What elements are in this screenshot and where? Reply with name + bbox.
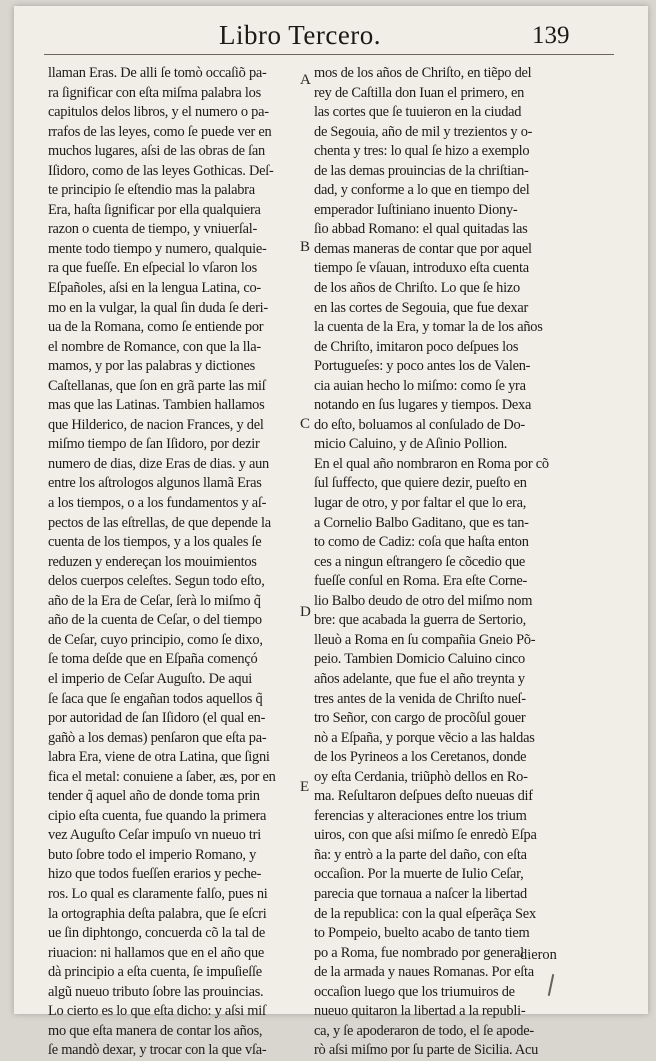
text-line: de la armada y naues Romanas. Por eſta [314,964,534,981]
margin-letter-c: C [300,416,311,432]
text-line: ma. Reſultaron deſpues deſto nueuas dif [314,788,533,805]
text-line: hizo que todos fueſſen erarios y peche- [48,866,262,883]
text-line: el imperio de Ceſar Auguſto. De aqui [48,670,253,687]
catchword: dieron [520,947,557,963]
text-line: la cuenta de la Era, y tomar la de los años [314,319,543,336]
text-line: En el qual año nombraron en Roma por cõ [314,455,549,472]
margin-letter-e: E [300,779,310,795]
text-line: mamos, y por las palabras y dictiones [48,358,255,375]
text-line: de Ceſar, cuyo principio, como ſe dixo, [48,631,263,648]
text-line: Era, haſta ſignificar por ella qualquiera [48,201,261,218]
text-line: notando en ſus lugares y tiempos. Dexa [314,397,532,414]
text-line: cia auian hecho lo miſmo: como ſe yra [314,377,526,394]
text-line: mo en la vulgar, la qual ſin duda ſe deri- [48,299,268,316]
text-line: emperador Iuſtiniano inuento Diony- [314,201,518,218]
text-line: bre: que acabada la guerra de Sertorio, [314,612,526,629]
header-rule [44,54,614,55]
right-text-column [314,64,574,1061]
text-line: tres antes de la venida de Chriſto nueſ- [314,690,526,707]
text-line: llaman Eras. De alli ſe tomò occaſiõ pa- [48,65,267,81]
text-line: ſio abbad Romano: el qual quitadas las [314,221,528,238]
text-line: labra Era, viene de otra Latina, que ſigni [48,749,270,766]
text-line: tro Señor, con cargo de procõſul gouer [314,710,526,727]
text-line: cuenta de los tiempos, y a los quales ſe [48,534,262,551]
text-line: de la republica: con la qual eſperãça Sex [314,905,536,922]
text-line: año de la cuenta de Ceſar, o del tiempo [48,612,262,629]
text-line: Lo cierto es lo que eſta dicho: y aſsi miſ [48,1003,266,1020]
text-line: peio. Tambien Domicio Caluino cinco [314,651,525,668]
text-line: nò a Eſpaña, y porque vẽcio a las haldas [314,729,535,746]
text-line: mas que las Latinas. Tambien hallamos [48,397,265,414]
text-line: Iſidoro, como de las leyes Gothicas. Deſ- [48,162,274,179]
text-line: buto ſobre todo el imperio Romano, y [48,846,257,863]
page-number: 139 [532,22,570,49]
text-line: miſmo tiempo de ſan Iſidoro, por dezir [48,436,260,453]
text-line: de los años de Chriſto. Lo que ſe hizo [314,280,520,297]
text-line: demas maneras de contar que por aquel [314,240,532,257]
text-line: por autoridad de ſan Iſidoro (el qual en- [48,710,266,727]
text-line: vez Auguſto Ceſar impuſo vn nueuo tri [48,827,261,844]
text-line: ferencias y alteraciones entre los trium [314,807,527,824]
text-line: riuacion: ni hallamos que en el año que [48,944,265,961]
text-line: parecia que tornaua a naſcer la libertad [314,885,527,902]
text-line: ue ſin diphtongo, concuerda cõ la tal de [48,925,265,942]
text-line: de las demas prouincias de la chriſtian- [314,162,529,179]
text-line: Portugueſes: y poco antes los de Valen- [314,358,531,375]
text-line: occaſion luego que los triumuiros de [314,983,515,1000]
text-line: entre los aſtrologos algunos llamã Eras [48,475,262,492]
margin-letter-d: D [300,604,311,620]
text-line: uiros, con que aſsi miſmo ſe enredò Eſpa [314,827,537,844]
text-line: muchos lugares, aſsi de las obras de ſan [48,143,265,160]
text-line: razon o cuenta de tiempo, y vniuerſal- [48,221,258,238]
text-line: Eſpañoles, aſsi en la lengua Latina, co- [48,280,261,297]
text-line: la ortographia deſta palabra, que ſe eſcri [48,905,267,922]
text-line: las cortes que ſe tuuieron en la ciudad [314,104,522,121]
text-line: ra que fueſſe. En eſpecial lo vſaron los [48,260,257,277]
text-line: lleuò a Roma en ſu compañia Gneio Põ- [314,631,536,648]
text-line: de Chriſto, imitaron poco deſpues los [314,338,519,355]
text-line: tender q̃ aquel año de donde toma prin [48,788,260,805]
text-line: años adelante, que fue el año treynta y [314,670,525,687]
text-line: do eſto, boluamos al conſulado de Do- [314,416,525,433]
text-line: rey de Caſtilla don Iuan el primero, en [314,84,525,101]
text-line: oy eſta Cerdania, triũphò dellos en Ro- [314,768,528,785]
text-line: rrafos de las leyes, como ſe puede ver en [48,123,272,140]
text-line: ña: y entrò a la parte del daño, con eſta [314,846,527,863]
text-line: ſe mandò dexar, y trocar con la que vſa- [48,1042,267,1059]
text-line: rò aſsi miſmo por ſu parte de Sicilia. Acu [314,1042,539,1059]
text-line: mo que eſta manera de contar los años, [48,1022,263,1039]
text-line: a Cornelio Balbo Gaditano, que es tan- [314,514,529,531]
text-line: ſe ſaca que ſe engañan todos aquellos q̃ [48,690,263,707]
book-page [14,6,648,1059]
text-line: delos cuerpos celeſtes. Segun todo eſto, [48,573,265,590]
text-line: lugar de otro, y por faltar el que lo era, [314,495,527,512]
text-line: mos de los años de Chriſto, en tiẽpo del [314,65,532,81]
text-line: gañò a los demas) penſaron que eſta pa- [48,729,267,746]
text-line: de los Pyrineos a los Ceretanos, donde [314,749,527,766]
page-title: Libro Tercero. [219,20,382,50]
text-line: que Hilderico, de nacion Frances, y del [48,416,264,433]
text-line: lio Balbo deudo de otro del miſmo nom [314,592,533,609]
text-line: pectos de las eſtrellas, de que depende la [48,514,271,531]
text-line: fica el metal: conuiene a ſaber, æs, por en [48,768,276,785]
text-line: ca, y ſe apoderaron de todo, el ſe apode- [314,1022,534,1039]
text-line: ua de la Romana, como ſe entiende por [48,319,264,336]
text-line: dà principio a eſta cuenta, ſe impuſieſſe [48,964,262,981]
text-line: año de la Era de Ceſar, ſerà lo miſmo q̃ [48,592,261,609]
text-line: algũ nueuo tributo ſobre las prouincias. [48,983,264,1000]
text-line: fueſſe conſul en Roma. Era eſte Corne- [314,573,528,590]
text-line: te principio ſe eſtendio mas la palabra [48,182,255,199]
text-line: reduzen y endereçan los mouimientos [48,553,257,570]
text-line: cipio eſta cuenta, fue quando la primera [48,807,267,824]
margin-letter-a: A [300,72,311,88]
text-line: Caſtellanas, que ſon en grã parte las miſ [48,377,266,394]
text-line: to como de Cadiz: coſa que haſta enton [314,534,529,551]
text-line: to Pompeio, bueltо acabo de tanto tiem [314,925,530,942]
text-line: occaſion. Por la muerte de Iulio Ceſar, [314,866,524,883]
text-line: po a Roma, fue nombrado por general [314,944,524,961]
text-line: capitulos delos libros, y el numero o pa- [48,104,269,121]
left-text-column [48,64,311,1061]
text-line: ſe toma deſde que en Eſpaña començó [48,651,258,668]
text-line: mente todo tiempo y numero, qualquie- [48,240,267,257]
text-line: micio Caluino, y de Aſinio Pollion. [314,436,508,453]
text-line: ces a ningun eſtrangero ſe cõcedio que [314,553,526,570]
text-line: chenta y tres: lo qual ſe hizo a exemplo [314,143,530,160]
text-line: ros. Lo qual es claramente falſo, pues ni [48,885,268,902]
text-line: en las cortes de Segouia, que fue dexar [314,299,529,316]
text-line: de Segouia, año de mil y trezientos y o- [314,123,533,140]
text-line: el nombre de Romance, con que la lla- [48,338,261,355]
text-line: ſul ſuffecto, que quiere dezir, pueſto en [314,475,527,492]
text-line: nueuo quitaron la libertad a la republi- [314,1003,526,1020]
text-line: tiempo ſe vſauan, introduxo eſta cuenta [314,260,529,277]
text-line: a los tiempos, o a los fundamentos y aſ- [48,495,267,512]
margin-letter-b: B [300,239,311,255]
text-line: numero de dias, dize Eras de dias. y aun [48,455,269,472]
text-line: ra ſignificar con eſta miſma palabra los [48,84,261,101]
text-line: dad, y conforme a lo que en tiempo del [314,182,530,199]
